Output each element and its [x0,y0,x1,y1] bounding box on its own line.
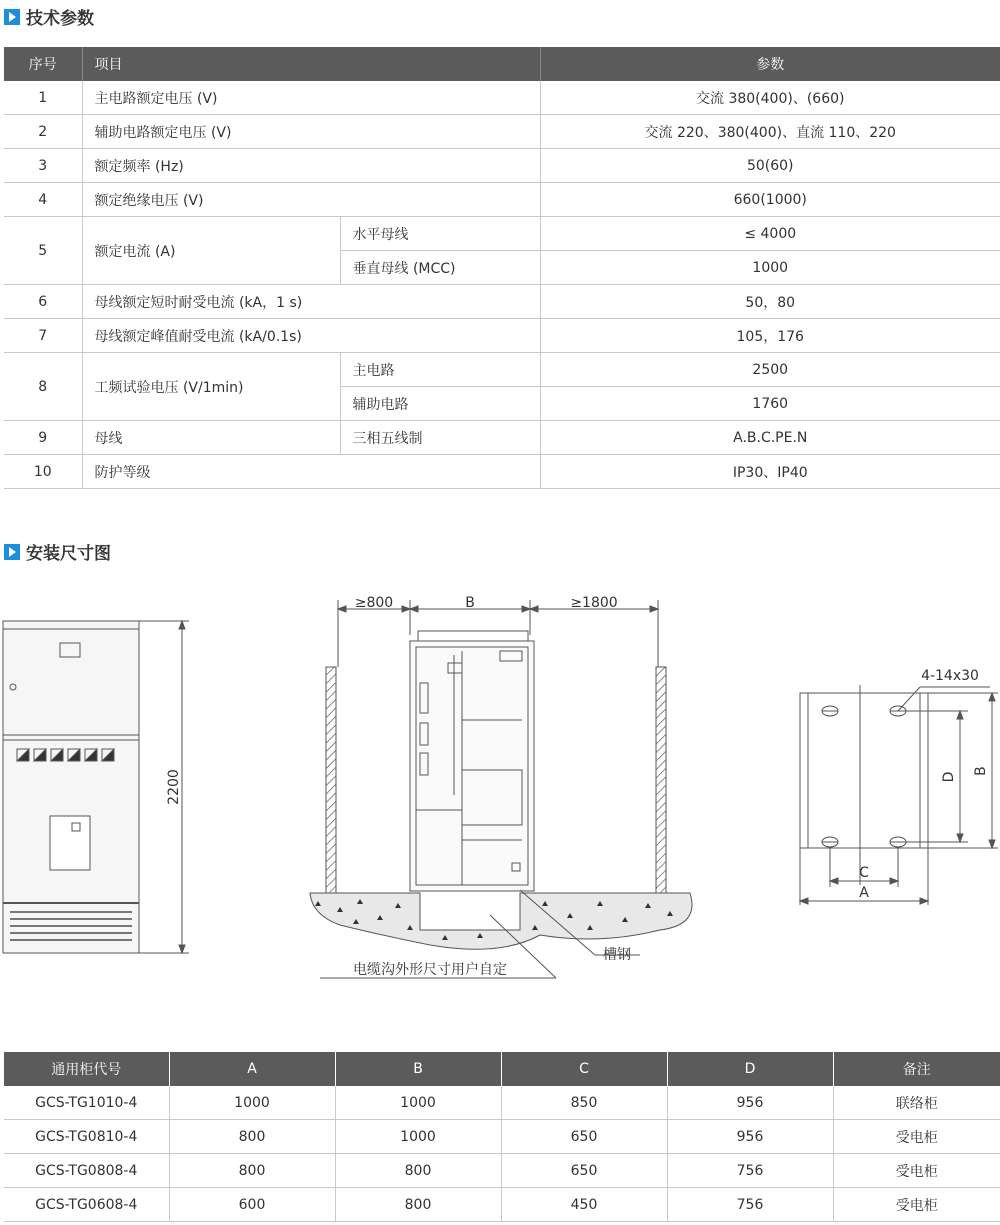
dim-A-label: A [859,885,869,901]
table-row [4,319,1000,353]
row-value: 2500 [540,353,1000,387]
cell-remark: 联络柜 [833,1086,1000,1120]
table-row [4,81,1000,115]
base-plan-view [800,685,998,905]
cell-C: 850 [501,1086,667,1120]
table-row [4,217,1000,251]
row-subitem: 三相五线制 [340,421,540,455]
cell-model: GCS-TG1010-4 [4,1086,169,1120]
table-row [4,1120,1000,1154]
row-item: 母线额定短时耐受电流 (kA，1 s) [82,285,540,319]
row-value: 105，176 [540,319,1000,353]
header-item: 项目 [82,47,540,81]
row-value: ≤ 4000 [540,217,1000,251]
dim-left-label: ≥800 [354,595,394,611]
cell-remark: 受电柜 [833,1120,1000,1154]
row-item: 额定绝缘电压 (V) [82,183,540,217]
header-value: 参数 [540,47,1000,81]
dim-D-label: D [941,771,957,783]
header-A: A [169,1052,335,1086]
cell-C: 650 [501,1154,667,1188]
header-D: D [667,1052,833,1086]
section-title-specs [4,4,94,29]
row-value: A.B.C.PE.N [540,421,1000,455]
row-value: 50，80 [540,285,1000,319]
table-row [4,1188,1000,1222]
row-value: 交流 220、380(400)、直流 110、220 [540,115,1000,149]
header-C: C [501,1052,667,1086]
table-row [4,183,1000,217]
row-subitem: 辅助电路 [340,387,540,421]
section-title-text: 技术参数 [26,9,94,29]
row-value: 660(1000) [540,183,1000,217]
cell-D: 956 [667,1120,833,1154]
dimensions-table [4,1052,1000,1222]
cell-D: 956 [667,1086,833,1120]
cell-remark: 受电柜 [833,1154,1000,1188]
side-view [326,600,666,897]
row-no: 6 [4,285,82,319]
cell-B: 1000 [335,1120,501,1154]
header-no: 序号 [4,47,82,81]
cable-trench-label: 电缆沟外形尺寸用户自定 [353,962,507,978]
cell-A: 800 [169,1154,335,1188]
cell-model: GCS-TG0608-4 [4,1188,169,1222]
row-item: 母线 [82,421,340,455]
dim-B-plan-label: B [973,766,989,776]
cell-B: 800 [335,1188,501,1222]
header-B: B [335,1052,501,1086]
hole-spec-label: 4-14x30 [921,668,979,684]
row-no: 2 [4,115,82,149]
play-icon [4,9,20,25]
row-no: 8 [4,353,82,421]
row-item: 主电路额定电压 (V) [82,81,540,115]
play-icon [4,544,20,560]
spec-table [4,47,1000,489]
cell-D: 756 [667,1188,833,1222]
cell-C: 650 [501,1120,667,1154]
section-title-dimensions [4,539,111,564]
row-no: 7 [4,319,82,353]
row-no: 1 [4,81,82,115]
row-value: 1760 [540,387,1000,421]
row-value: 交流 380(400)、(660) [540,81,1000,115]
row-no: 5 [4,217,82,285]
header-remark: 备注 [833,1052,1000,1086]
row-subitem: 垂直母线 (MCC) [340,251,540,285]
row-no: 4 [4,183,82,217]
table-row [4,455,1000,489]
table-row [4,353,1000,387]
row-no: 9 [4,421,82,455]
row-item: 防护等级 [82,455,540,489]
dim-C-label: C [859,865,869,881]
table-row [4,149,1000,183]
cell-model: GCS-TG0808-4 [4,1154,169,1188]
section-title-text: 安装尺寸图 [26,544,111,564]
height-dimension-label: 2200 [166,769,182,805]
row-item: 额定电流 (A) [82,217,340,285]
installation-drawing [0,585,1000,1025]
row-no: 10 [4,455,82,489]
row-item: 母线额定峰值耐受电流 (kA/0.1s) [82,319,540,353]
cell-C: 450 [501,1188,667,1222]
row-no: 3 [4,149,82,183]
cell-A: 800 [169,1120,335,1154]
cell-remark: 受电柜 [833,1188,1000,1222]
row-item: 辅助电路额定电压 (V) [82,115,540,149]
row-value: 1000 [540,251,1000,285]
cell-model: GCS-TG0810-4 [4,1120,169,1154]
row-subitem: 水平母线 [340,217,540,251]
row-item: 额定频率 (Hz) [82,149,540,183]
cell-A: 1000 [169,1086,335,1120]
table-row [4,115,1000,149]
table-row [4,421,1000,455]
dim-mid-label: B [465,595,475,611]
cabinet-front-view [3,621,189,953]
row-item: 工频试验电压 (V/1min) [82,353,340,421]
cell-B: 800 [335,1154,501,1188]
dim-right-label: ≥1800 [570,595,618,611]
row-value: IP30、IP40 [540,455,1000,489]
cell-B: 1000 [335,1086,501,1120]
table-row [4,285,1000,319]
channel-steel-label: 槽钢 [603,947,631,963]
cell-A: 600 [169,1188,335,1222]
row-value: 50(60) [540,149,1000,183]
table-row [4,1154,1000,1188]
row-subitem: 主电路 [340,353,540,387]
header-model: 通用柜代号 [4,1052,169,1086]
table-row [4,1086,1000,1120]
cell-D: 756 [667,1154,833,1188]
